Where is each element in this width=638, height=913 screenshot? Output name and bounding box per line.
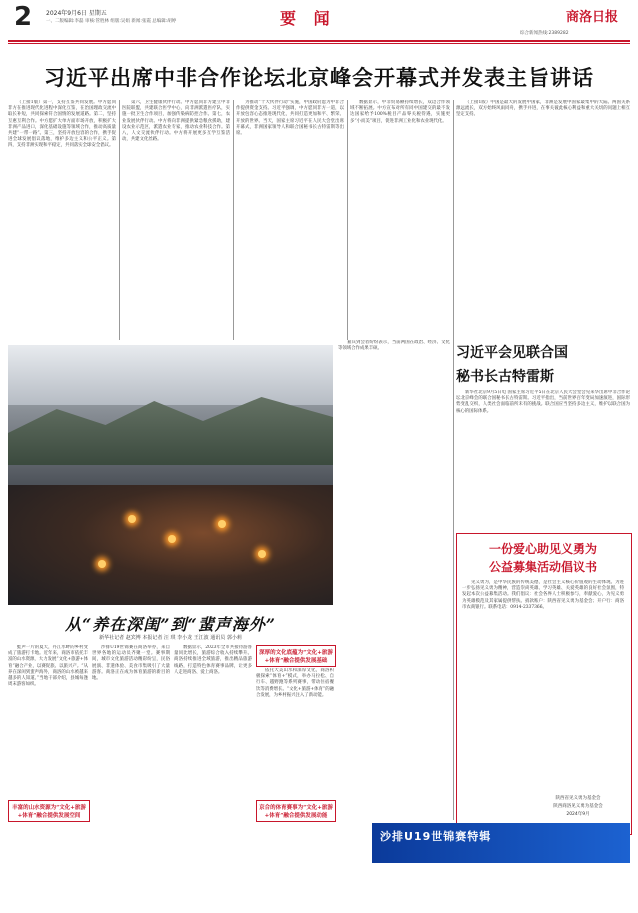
feature-column-4 bbox=[256, 668, 334, 788]
column-divider bbox=[453, 100, 454, 820]
article-column-5 bbox=[456, 100, 630, 330]
feature-column-5 bbox=[338, 340, 450, 820]
notice-paragraph: 见义勇为，是中华民族的传统美德，是社会主义核心价值观的生动体现。为进一步弘扬见义勇为精神，营造崇尚英雄、学习英雄、关爱英雄的良好社会氛围，特发起本次公益募集活动。我们倡议：社会各界人士积极参与，奉献爱心，为见义勇为英雄模范及其家属提供帮扶。捐款账户：陕西省见义勇为基金会；开户行：商洛市农商银行。联系电话：0914-2337366。 bbox=[462, 580, 624, 610]
feature-title: 从“养在深闺”到“蜚声海外” bbox=[65, 615, 276, 634]
hotline-info: 综合新闻热线:2389282 bbox=[520, 31, 569, 36]
article-column-3 bbox=[236, 100, 344, 340]
notice-title-2: 公益募集活动倡议书 bbox=[488, 560, 597, 574]
article-text: （上接1版）第一，支持互鉴共同发展。中方愿同非方在推进现代化进程中深化互鉴，在治国理政交流中取长补短，共同探索符合国情的发展道路。第二，坚持互惠互利合作。中方愿扩大单方面市场开放，积极扩大非洲产品进口，深化基础设施等领域合作，推动高质量共建“一带一路”。第三，坚持开放包容的合作，携手促进全球发展倡议落地，维护多边主义和公平正义。第四，支持非洲实现和平稳定，共同落实全球安全倡议。 bbox=[8, 100, 116, 149]
notice-org-1: 陕西省见义勇为基金会 bbox=[555, 796, 601, 801]
photo-sky bbox=[8, 345, 333, 405]
article-text: 第六，卫生健康伙伴行动。中方愿同非方建立中非医院联盟，共建联合医学中心，向非洲派遣医疗队，实施一批卫生合作项目，加强传染病防控合作。第七，农业发展伙伴行动。中方将向非洲提供紧急粮食援助，建设农业示范区，派遣农业专家，推动农业科技合作。第八，人文交流伙伴行动。中方将开展更多互学互鉴活动，共建文化丝路。 bbox=[122, 100, 230, 143]
article-text: 嘉宾到会者纷纷表示，当前两国在政治、经济、文化等领域合作成果丰硕。 bbox=[338, 340, 450, 352]
feature-column-2 bbox=[92, 645, 170, 905]
article-text: 数据显示，中非贸易额持续增长，双边合作领域不断拓展。中方宣布对所有同中国建交的最不发达国家给予100%税目产品零关税待遇，实施更多“小而美”项目，促进非洲工业化和农业现代化。 bbox=[350, 100, 450, 124]
editor-info: 一、二版编辑:李磊 审核:管胜林 组版:吴娟 新闻:张霞 总编辑:胡婷 bbox=[46, 19, 177, 24]
header-rule bbox=[8, 40, 630, 42]
column-divider bbox=[119, 100, 120, 340]
photo-light bbox=[218, 520, 226, 528]
main-headline: 习近平出席中非合作论坛北京峰会开幕式并发表主旨讲话 bbox=[44, 66, 594, 90]
newspaper-logo: 商洛日报 bbox=[566, 10, 619, 25]
photo-light bbox=[128, 515, 136, 523]
photo-light bbox=[98, 560, 106, 568]
feature-column-1 bbox=[8, 645, 88, 905]
ad-banner-text[interactable]: 沙排U19世锦赛特辑 bbox=[380, 830, 492, 843]
page-header bbox=[0, 0, 638, 40]
article-text: （上接1版）中国是最大的发展中国家，非洲是发展中国家最集中的大陆。两国关系源远流长，双方始终风雨同舟，携手并进，在事关彼此核心利益和重大关切的问题上相互坚定支持。 bbox=[456, 100, 630, 118]
column-divider bbox=[233, 100, 234, 340]
article-text: 新华社北京9月5日电 国家主席习近平5日在北京人民大会堂会见来华出席中非合作论坛北京峰会的联合国秘书长古特雷斯。习近平指出，当前世界百年变局加速演进，国际形势变乱交织，人类社会面临前所未有的挑战。联合国应当坚持多边主义，维护以联合国为核心的国际体系。 bbox=[456, 390, 630, 414]
feature-subhead-3: 京合的体育赛事为“文化+旅游+体育”融合提供发展动能 bbox=[256, 800, 336, 822]
article-column-2 bbox=[122, 100, 230, 340]
right-story-headline-1: 习近平会见联合国 bbox=[456, 345, 568, 361]
article-text: 沙排U19世锦赛在商洛举办，来自世界各地的运动员齐聚一堂。赛事期间，城市文化旅游活动精彩纷呈，民俗展演、非遗体验、美食市集吸引了大量游客。商洛正在成为体育旅游的新目的地。 bbox=[92, 645, 170, 682]
article-text: 数据显示，2023年全市共接待游客量同比增长，旅游综合收入持续攀升。商洛持续推进全域旅游，推出精品旅游线路，打造特色体育赛事品牌，让更多人走进商洛、爱上商洛。 bbox=[174, 645, 252, 675]
notice-org-2: 陕西商洛见义勇为基金会 bbox=[553, 804, 603, 809]
page-number: 2 bbox=[14, 2, 33, 32]
article-text: 依托大美山水和深厚文化，商洛积极探索“体育+”模式，举办马拉松、自行车、越野跑等系列赛事，带动住宿餐饮等消费增长。“文化+旅游+体育”的融合发展，为乡村振兴注入了新动能。 bbox=[256, 668, 334, 698]
article-text: 为推动“十大伙伴行动”实施，中国政府愿为中非合作提供资金支持。习近平强调，中方愿同非方一道，以开放包容心态推进现代化，共同打造更加和平、繁荣、开放的世界。当天，国家主席习近平在人民大会堂出席开幕式，非洲国家领导人和联合国秘书长古特雷斯等出席。 bbox=[236, 100, 344, 137]
article-column-1 bbox=[8, 100, 116, 340]
photo-light bbox=[168, 535, 176, 543]
feature-column-3 bbox=[174, 645, 252, 905]
photo-town bbox=[8, 485, 333, 605]
feature-photo bbox=[8, 345, 333, 605]
feature-subhead-2: 深厚的文化底蕴为“文化+旅游+体育”融合提供发展基础 bbox=[256, 645, 336, 667]
section-title: 要 闻 bbox=[280, 9, 336, 28]
feature-subhead-1: 丰富的山水资源为“文化+旅游+体育”融合提供发展空间 bbox=[8, 800, 90, 822]
article-text: 蛙声一片的夏天，丹江水畔的乡村变成了旅游打卡地。近年来，商洛市依托丰富的山水资源，大力发展“文化+旅游+体育”融合产业，以赛促旅、以旅兴产。“从养在深闺到蜚声海外，商洛的山水被越来越多的人知道。”当地干部介绍，县城每逢周末游客如织。 bbox=[8, 645, 88, 688]
notice-title-1: 一份爱心助见义勇为 bbox=[488, 542, 597, 556]
feature-byline: 新华社记者 赵宾博 本报记者 汪 琪 李小龙 王江波 通讯员 郭小莉 bbox=[99, 635, 242, 641]
notice-text bbox=[462, 580, 624, 790]
issue-date: 2024年9月6日 星期五 bbox=[46, 10, 107, 17]
right-story-headline-2: 秘书长古特雷斯 bbox=[456, 369, 554, 385]
right-story-text bbox=[456, 390, 630, 525]
header-rule-thin bbox=[8, 43, 630, 44]
article-column-4 bbox=[350, 100, 450, 340]
notice-date: 2024年9月 bbox=[566, 812, 590, 817]
photo-light bbox=[258, 550, 266, 558]
column-divider bbox=[347, 100, 348, 340]
